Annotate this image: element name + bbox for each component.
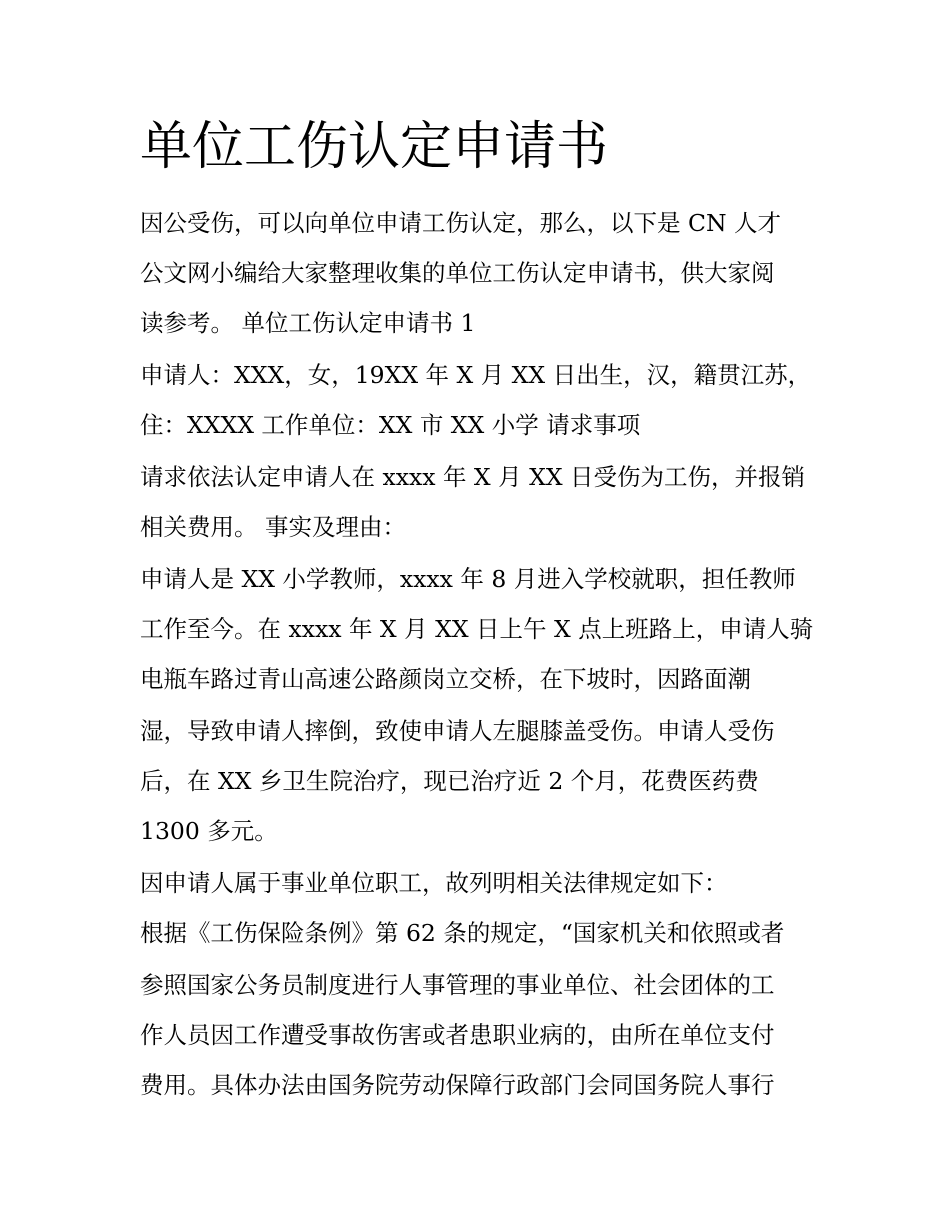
text-line: 申请人是 XX 小学教师，xxxx 年 8 月进入学校就职，担任教师 (140, 565, 796, 593)
text-line: 因申请人属于事业单位职工，故列明相关法律规定如下： (140, 869, 728, 897)
text-line: 1300 多元。 (140, 817, 278, 845)
text-line: 后，在 XX 乡卫生院治疗，现已治疗近 2 个月，花费医药费 (140, 767, 759, 795)
text-line: 公文网小编给大家整理收集的单位工伤认定申请书，供大家阅 (140, 259, 775, 287)
text-line: 费用。具体办法由国务院劳动保障行政部门会同国务院人事行 (140, 1071, 775, 1099)
document-title: 单位工伤认定申请书 (140, 117, 609, 177)
text-line: 根据《工伤保险条例》第 62 条的规定，“国家机关和依照或者 (140, 919, 785, 947)
text-line: 因公受伤，可以向单位申请工伤认定，那么，以下是 CN 人才 (140, 209, 781, 237)
text-line: 读参考。 单位工伤认定申请书 1 (140, 309, 476, 337)
text-line: 请求依法认定申请人在 xxxx 年 X 月 XX 日受伤为工伤，并报销 (140, 463, 806, 491)
text-line: 住：XXXX 工作单位：XX 市 XX 小学 请求事项 (140, 411, 641, 439)
text-line: 电瓶车路过青山高速公路颜岗立交桥，在下坡时，因路面潮 (140, 665, 751, 693)
text-line: 湿，导致申请人摔倒，致使申请人左腿膝盖受伤。申请人受伤 (140, 717, 775, 745)
text-line: 相关费用。 事实及理由： (140, 513, 406, 541)
text-line: 参照国家公务员制度进行人事管理的事业单位、社会团体的工 (140, 971, 775, 999)
text-line: 申请人：XXX，女，19XX 年 X 月 XX 日出生，汉，籍贯江苏， (140, 361, 812, 389)
text-line: 作人员因工作遭受事故伤害或者患职业病的，由所在单位支付 (140, 1021, 775, 1049)
text-line: 工作至今。在 xxxx 年 X 月 XX 日上午 X 点上班路上，申请人骑 (140, 615, 814, 643)
